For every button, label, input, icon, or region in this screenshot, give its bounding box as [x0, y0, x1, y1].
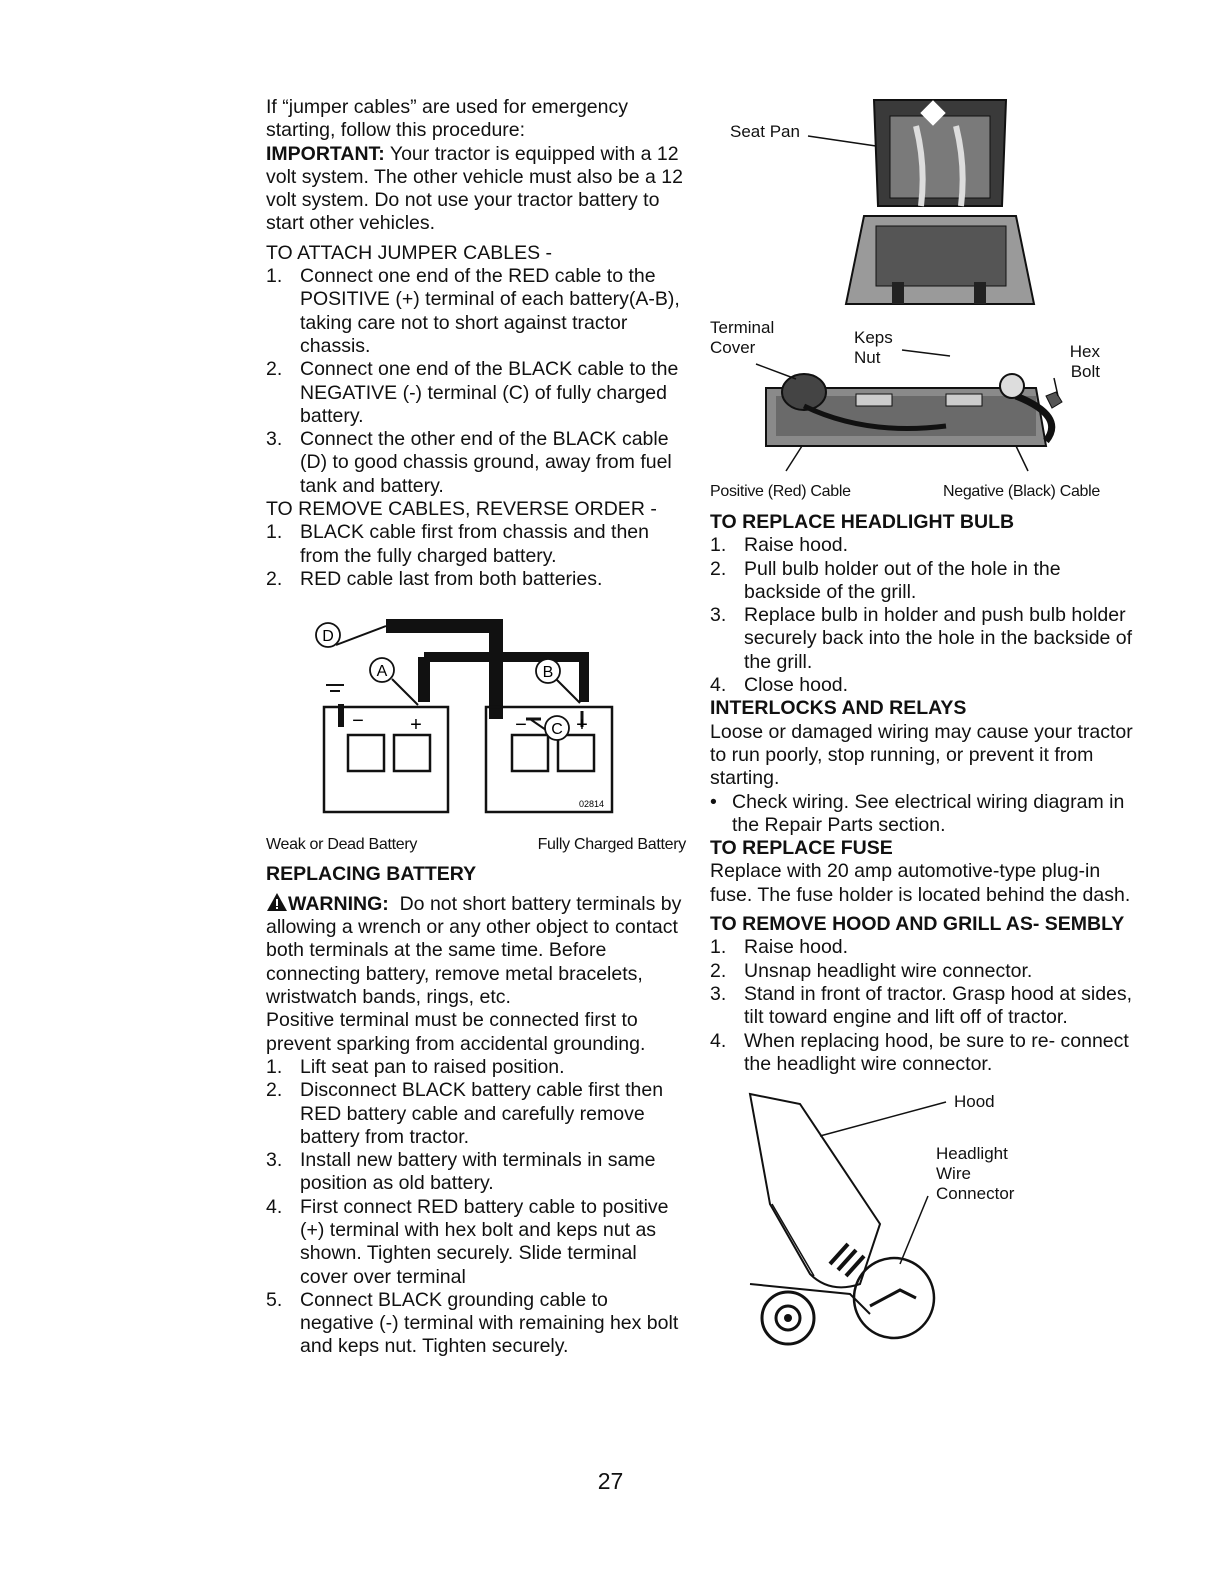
- step-text: Close hood.: [744, 674, 849, 697]
- important-note: [266, 143, 686, 236]
- replace-battery-steps-list: [266, 1056, 686, 1359]
- interlocks-heading: INTERLOCKS AND RELAYS: [710, 697, 967, 720]
- step-number: 1.: [266, 521, 283, 544]
- step-number: 1.: [710, 534, 727, 557]
- headlight-heading: TO REPLACE HEADLIGHT BULB: [710, 511, 1015, 533]
- important-label: IMPORTANT:: [266, 142, 385, 165]
- warning-text: Do not short battery terminals by allowing a wrench or any other object to contact both terminals at the same time. Before connecting battery, remove metal bracelets, wristwatch bands, rings, etc.: [266, 892, 682, 1009]
- label-c: C: [551, 721, 563, 739]
- jumper-intro: If “jumper cables” are used for emergency starting, follow this procedure:: [266, 96, 628, 142]
- right-column: [710, 96, 1136, 1354]
- label-hex-bolt: Hex Bolt: [1069, 342, 1100, 381]
- list-item: [266, 1289, 686, 1359]
- headlight-steps-list: [710, 534, 1136, 697]
- interlocks-bullet-list: [710, 791, 1136, 838]
- list-item: [710, 534, 1136, 557]
- page-number: 27: [597, 1468, 624, 1494]
- step-number: 4.: [710, 1029, 727, 1052]
- step-number: 3.: [266, 1149, 283, 1172]
- figure-id: 02814: [578, 799, 604, 810]
- list-item: [710, 960, 1136, 983]
- step-text: Connect the other end of the BLACK cable (D) to good chassis ground, away from fuel tank and battery.: [300, 428, 672, 497]
- battery-illustration: [716, 96, 1136, 476]
- step-text: When replacing hood, be sure to re- connect the headlight wire connector.: [744, 1029, 1129, 1075]
- step-number: 3.: [710, 982, 727, 1005]
- plus-sign-right: +: [576, 714, 588, 737]
- minus-sign-left: −: [352, 710, 364, 733]
- step-text: Raise hood.: [744, 534, 849, 557]
- step-number: 2.: [710, 557, 727, 580]
- list-item: [710, 1030, 1136, 1077]
- attach-steps-list: [266, 265, 686, 498]
- hood-illustration: [710, 1084, 1130, 1354]
- right-text-block: [710, 511, 1136, 1354]
- caption-weak-battery: Weak or Dead Battery: [266, 836, 418, 854]
- hood-figure: [710, 1084, 1136, 1354]
- remove-steps-list: [266, 521, 686, 591]
- label-negative-cable: Negative (Black) Cable: [942, 483, 1100, 500]
- hood-steps-list: [710, 936, 1136, 1076]
- list-item: [266, 1079, 686, 1149]
- list-item: [710, 558, 1136, 605]
- label-positive-cable: Positive (Red) Cable: [710, 483, 851, 500]
- list-item: [266, 521, 686, 568]
- label-seat-pan: Seat Pan: [730, 122, 800, 141]
- step-text: Pull bulb holder out of the hole in the backside of the grill.: [744, 557, 1061, 603]
- list-item: [266, 265, 686, 358]
- list-item: [266, 1149, 686, 1196]
- label-d: D: [322, 628, 334, 646]
- label-hood: Hood: [954, 1092, 995, 1112]
- step-number: 3.: [710, 604, 727, 627]
- replacing-battery-heading: REPLACING BATTERY: [266, 862, 477, 885]
- step-text: Raise hood.: [744, 936, 849, 959]
- battery-location-figure: [710, 96, 1136, 511]
- warning-block: [266, 892, 686, 1009]
- hood-heading: TO REMOVE HOOD AND GRILL AS- SEMBLY: [710, 913, 1125, 936]
- step-text: RED cable last from both batteries.: [300, 567, 603, 590]
- plus-sign-left: +: [410, 714, 422, 737]
- step-text: Disconnect BLACK battery cable first then RED battery cable and carefully remove battery from tractor.: [300, 1079, 664, 1148]
- jumper-cable-figure: [266, 607, 686, 817]
- label-terminal-cover: Terminal Cover: [710, 318, 775, 357]
- step-number: 1.: [266, 265, 283, 288]
- step-number: 1.: [710, 936, 727, 959]
- fuse-text: Replace with 20 amp automotive-type plug-in fuse. The fuse holder is located behind the dash.: [710, 860, 1131, 906]
- step-number: 2.: [710, 959, 727, 982]
- label-a: A: [376, 663, 388, 681]
- step-text: Lift seat pan to raised position.: [300, 1055, 565, 1078]
- list-item: [266, 1196, 686, 1289]
- list-item: [266, 358, 686, 428]
- important-text: Your tractor is equipped with a 12 volt system. The other vehicle must also be a 12 volt system. Do not use your tractor battery to start other vehicles.: [266, 142, 683, 235]
- fuse-heading: TO REPLACE FUSE: [710, 837, 893, 860]
- step-text: Stand in front of tractor. Grasp hood at sides, tilt toward engine and lift off of tractor.: [744, 982, 1133, 1029]
- warning-label: WARNING:: [288, 892, 389, 915]
- attach-heading: TO ATTACH JUMPER CABLES -: [266, 241, 553, 264]
- list-item: [710, 674, 1136, 697]
- warning-triangle-icon: [266, 892, 288, 912]
- list-item: [266, 428, 686, 498]
- step-text: Unsnap headlight wire connector.: [744, 959, 1033, 982]
- jumper-cable-diagram: [266, 607, 686, 817]
- left-column: [266, 96, 686, 1359]
- step-number: 2.: [266, 567, 283, 590]
- step-number: 2.: [266, 358, 283, 381]
- caption-charged-battery: Fully Charged Battery: [537, 836, 686, 854]
- step-text: BLACK cable first from chassis and then from the fully charged battery.: [300, 521, 649, 567]
- step-text: Connect one end of the RED cable to the POSITIVE (+) terminal of each battery(A-B), taking care not to short against tractor chassis.: [300, 265, 680, 357]
- bullet-icon: •: [710, 790, 717, 813]
- list-item: [710, 604, 1136, 674]
- jumper-caption-row: [266, 833, 686, 856]
- positive-note: Positive terminal must be connected first to prevent sparking from accidental grounding.: [266, 1009, 646, 1055]
- label-keps-nut: Keps Nut: [854, 328, 893, 367]
- minus-sign-right: −: [515, 714, 527, 737]
- battery-caption-row: [710, 480, 1100, 503]
- list-item: [710, 791, 1136, 838]
- list-item: [710, 983, 1136, 1030]
- step-number: 1.: [266, 1055, 283, 1078]
- label-b: B: [542, 664, 554, 682]
- step-number: 2.: [266, 1079, 283, 1102]
- interlocks-text: Loose or damaged wiring may cause your tractor to run poorly, stop running, or prevent it from starting.: [710, 720, 1133, 790]
- list-item: [266, 1056, 686, 1079]
- step-text: First connect RED battery cable to positive (+) terminal with hex bolt and keps nut as shown. Tighten securely. Slide terminal cover over terminal: [300, 1195, 669, 1288]
- step-number: 3.: [266, 428, 283, 451]
- step-text: Connect one end of the BLACK cable to the NEGATIVE (-) terminal (C) of fully charged battery.: [300, 358, 679, 427]
- step-text: Replace bulb in holder and push bulb holder securely back into the hole in the backside of the grill.: [744, 604, 1133, 673]
- step-number: 4.: [710, 674, 727, 697]
- step-text: Install new battery with terminals in same position as old battery.: [300, 1149, 656, 1195]
- step-text: Connect BLACK grounding cable to negative (-) terminal with remaining hex bolt and keps nut. Tighten securely.: [300, 1288, 679, 1358]
- remove-heading: TO REMOVE CABLES, REVERSE ORDER -: [266, 498, 657, 521]
- list-item: [266, 568, 686, 591]
- step-number: 5.: [266, 1288, 283, 1311]
- label-headlight-connector: Headlight Wire Connector: [936, 1144, 1015, 1204]
- interlocks-bullet: Check wiring. See electrical wiring diagram in the Repair Parts section.: [732, 790, 1125, 836]
- list-item: [710, 936, 1136, 959]
- step-number: 4.: [266, 1195, 283, 1218]
